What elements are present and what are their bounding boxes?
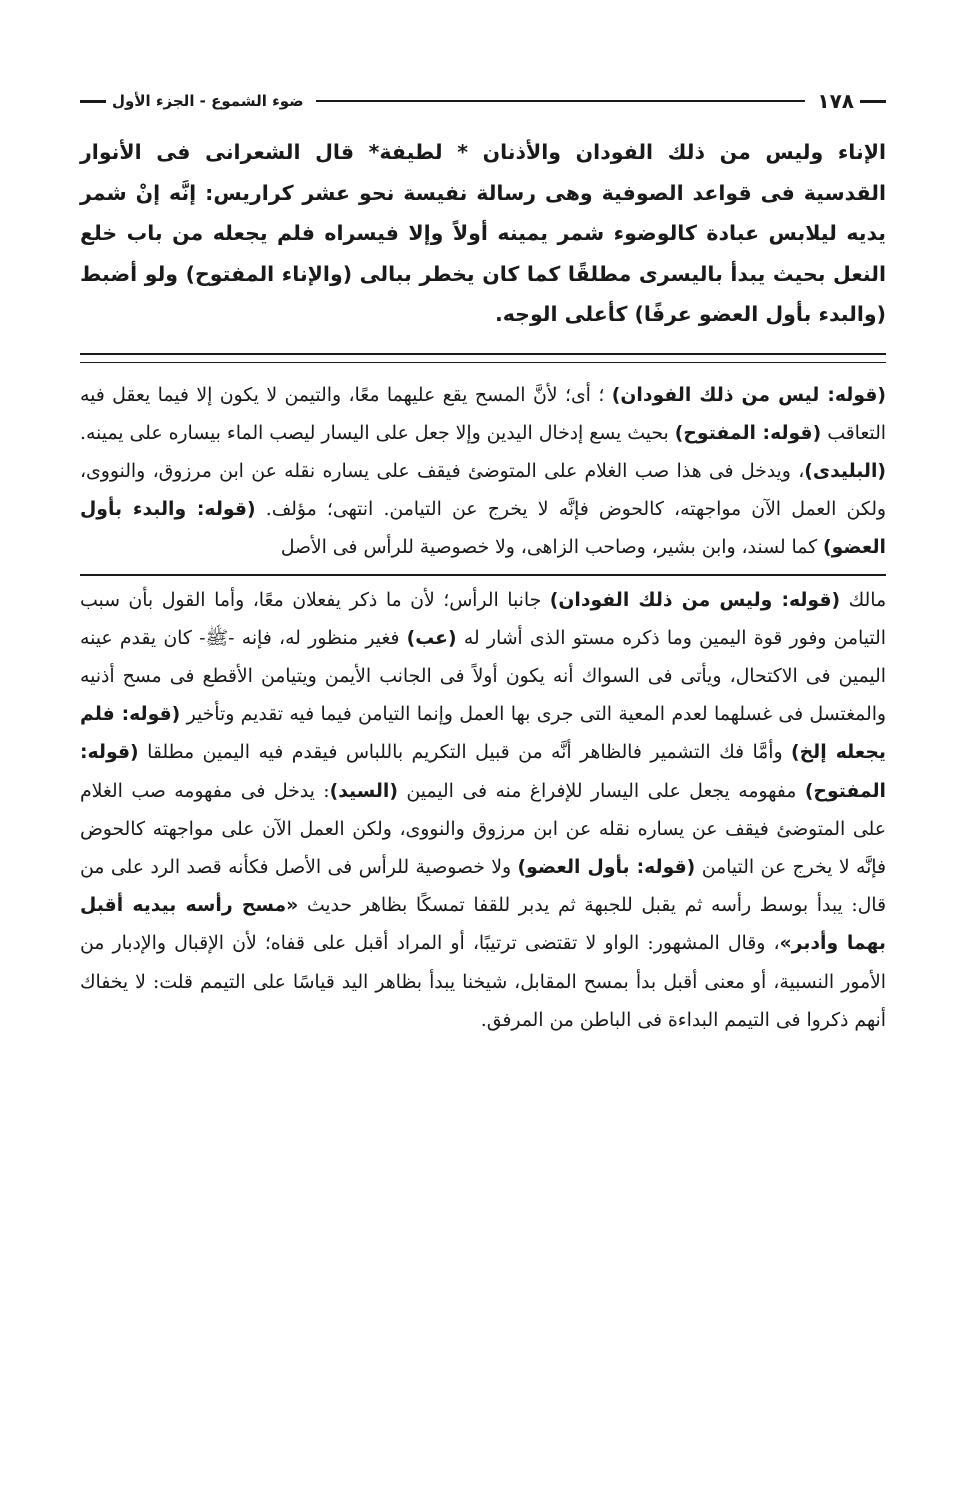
commentary-heading-2: (قوله: المفتوح) <box>674 422 822 444</box>
super-text-5: مفهومه يجعل على اليسار للإفراغ منه فى اليمين <box>397 780 805 802</box>
super-text-3: فغير منظور له، فإنه -ﷺ- كان يقدم عينه اليمين فى الاكتحال، ويأتى فى السواك أنه يكون أولاً فى الجانب الأيمن ويتيامن الأقطع فى مسح أذنيه والمغتسل فى غسلهما لعدم المعية التى جرى بها العمل وإنما التيامن فيما فيه تقديم وتأخير <box>80 627 886 726</box>
commentary-text-2: بحيث يسع إدخال اليدين وإلا جعل على اليسار ليصب الماء بيساره على يمينه. <box>80 422 675 444</box>
book-page <box>80 86 886 1040</box>
commentary-heading-4: (قوله: والبدء بأول العضو) <box>80 499 886 559</box>
header-rule <box>316 100 806 102</box>
super-text-6: : يدخل فى مفهومه صب الغلام على المتوضئ فيقف عن يساره نقله عن ابن مرزوق والنووى، ولكن العمل الآن على مواجهته كالحوض فإنَّه لا يخرج عن التيامن <box>80 780 886 878</box>
commentary-text-3: ، ويدخل فى هذا صب الغلام على المتوضئ فيقف على يساره نقله عن ابن مرزوق، والنووى، ولكن العمل الآن مواجهته، كالحوض فإنَّه لا يخرج عن التيامن. انتهى؛ مؤلف. <box>80 460 886 521</box>
commentary-section <box>80 377 886 568</box>
super-heading-4: (قوله: المفتوح) <box>80 742 886 802</box>
commentary-text-4: كما لسند، وابن بشير، وصاحب الزاهى، ولا خصوصية للرأس فى الأصل <box>280 537 824 559</box>
super-heading-1: (قوله: وليس من ذلك الفودان) <box>549 589 841 611</box>
super-text-7: ولا خصوصية للرأس فى الأصل فكأنه قصد الرد على من قال: يبدأ بوسط رأسه ثم يقبل للجبهة ثم يدبر للقفا تمسكًا بظاهر حديث <box>80 856 887 917</box>
book-title: ضوء الشموع - الجزء الأول <box>112 92 304 110</box>
super-heading-7: «مسح رأسه بيديه أقبل بهما وأدبر» <box>80 895 886 955</box>
super-text-8: ، وقال المشهور: الواو لا تقتضى ترتيبًا، أو المراد أقبل على قفاه؛ لأن الإقبال والإدبار من الأمور النسبية، أو معنى أقبل بدأ بمسح المقابل، شيخنا يبدأ بظاهر اليد قياسًا على التيمم قلت: لا يخفاك أنهم ذكروا فى التيمم البداءة فى الباطن من المرفق. <box>80 933 886 1031</box>
super-heading-6: (قوله: بأول العضو) <box>517 856 696 878</box>
header-dash-right <box>860 100 886 103</box>
super-heading-3: (قوله: فلم يجعله إلخ) <box>80 704 886 764</box>
double-rule-divider <box>80 353 886 363</box>
commentary-heading-1: (قوله: ليس من ذلك الفودان) <box>611 384 886 406</box>
book-title-group <box>80 92 304 110</box>
page-number-group <box>817 89 886 113</box>
super-text-1: مالك <box>840 589 887 611</box>
page-number: ١٧٨ <box>817 89 854 113</box>
main-text: الإناء وليس من ذلك الفودان والأذنان * لطيفة* قال الشعرانى فى الأنوار القدسية فى قواعد الصوفية وهى رسالة نفيسة نحو عشر كراريس: إنَّه إنْ شمر يديه ليلابس عبادة كالوضوء شمر يمينه أولاً وإلا فيسراه فلم يجعله من باب خلع النعل بحيث يبدأ باليسرى مطلقًا كما كان يخطر ببالى (والإناء المفتوح) ولو أضبط (والبدء بأول العضو عرفًا) كأعلى الوجه. <box>80 140 886 326</box>
single-rule-divider <box>80 574 886 576</box>
super-commentary-section <box>80 582 886 1040</box>
super-text-2: جانبا الرأس؛ لأن ما ذكر يفعلان معًا، وأما القول بأن سبب التيامن وفور قوة اليمين وما ذكره مستو الذى أشار له <box>80 589 886 649</box>
commentary-text-1: ؛ أى؛ لأنَّ المسح يقع عليهما معًا، والتيمن لا يكون إلا فيما يعقل فيه التعاقب <box>80 384 887 444</box>
header-dash-left <box>80 100 106 103</box>
commentary-heading-3: (البليدى) <box>804 460 886 482</box>
super-text-4: وأمَّا فك التشمير فالظاهر أنَّه من قبيل التكريم باللباس فيقدم فيه اليمين مطلقا <box>138 742 792 764</box>
super-heading-5: (السيد) <box>329 780 398 802</box>
running-header <box>80 86 886 116</box>
super-heading-2: (عب) <box>406 627 457 649</box>
